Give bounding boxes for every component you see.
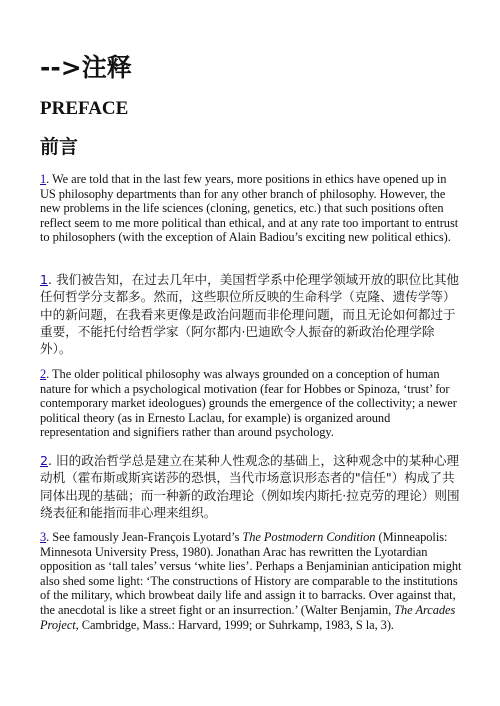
note-1-en-link[interactable]: 1 <box>40 172 47 186</box>
note-2-zh-link[interactable]: 2 <box>40 453 49 468</box>
note-2-zh <box>40 452 462 521</box>
preface-heading: PREFACE <box>40 98 129 119</box>
note-1-en-text: . We are told that in the last few years, more positions in ethics have opened up in US philosophy departments than for any other branch of philosophy. However, the new problems in the life sciences (cloning, genetics, etc.) that such positions often reflect seem to me more political than ethical, and at any rate too important to entrust to philosophers (with the exception of Alain Badiou’s exciting new political ethics). <box>40 172 459 245</box>
note-3-en-link[interactable]: 3 <box>40 530 47 544</box>
notes-heading: -->注释 <box>40 53 132 82</box>
note-1-en <box>40 172 462 245</box>
note-1-zh-text: . 我们被告知，在过去几年中，美国哲学系中伦理学领域开放的职位比其他任何哲学分支都多。然而，这些职位所反映的生命科学（克隆、遗传学等）中的新问题，在我看来更像是政治问题而非伦理问题，而且无论如何都过于重要，不能托付给哲学家（阿尔都内·巴迪欧令人振奋的新政治伦理学除外）。 <box>40 272 460 357</box>
note-1-zh <box>40 271 462 357</box>
note-3-en <box>40 530 462 632</box>
note-2-en <box>40 367 462 440</box>
note-2-en-link[interactable]: 2 <box>40 367 47 381</box>
note-1-zh-link[interactable]: 1 <box>40 272 49 287</box>
book-title-arcades-project: The Arcades Project <box>40 602 456 632</box>
note-2-zh-text: . 旧的政治哲学总是建立在某种人性观念的基础上，这种观念中的某种心理动机（霍布斯或斯宾诺莎的恐惧，当代市场意识形态者的"信任"）构成了共同体出现的基础；而一种新的政治理论（例如埃内斯托·拉克劳的理论）则围绕表征和能指而非心理来组织。 <box>40 453 460 520</box>
book-title-postmodern-condition: The Postmodern Condition <box>242 530 376 544</box>
note-3-en-mid: (Minneapolis: Minnesota University Press, 1980). Jonathan Arac has rewritten the Lyotardian opposition as ‘tall tales’ versus ‘white lies’. Perhaps a Benjaminian anticipation might also shed some light: ‘The constructions of History are comparable to the institutions of the military, which browbeat daily life and assign it to barracks. Over against that, the anecdotal is like a street fight or an insurrection.’ (Walter Benjamin, <box>40 530 462 617</box>
note-3-en-post: , Cambridge, Mass.: Harvard, 1999; or Suhrkamp, 1983, S la, 3). <box>75 617 394 632</box>
note-3-en-pre: . See famously Jean-François Lyotard’s <box>46 530 243 544</box>
preface-heading-zh: 前言 <box>40 136 79 158</box>
note-2-en-text: . The older political philosophy was always grounded on a conception of human nature for which a psychological motivation (fear for Hobbes or Spinoza, ‘trust’ for contemporary market ideologues) grounds the emergence of the collectivity; a newer political theory (as in Ernesto Laclau, for example) is organized around representation and signifiers rather than around psychology. <box>40 367 457 440</box>
